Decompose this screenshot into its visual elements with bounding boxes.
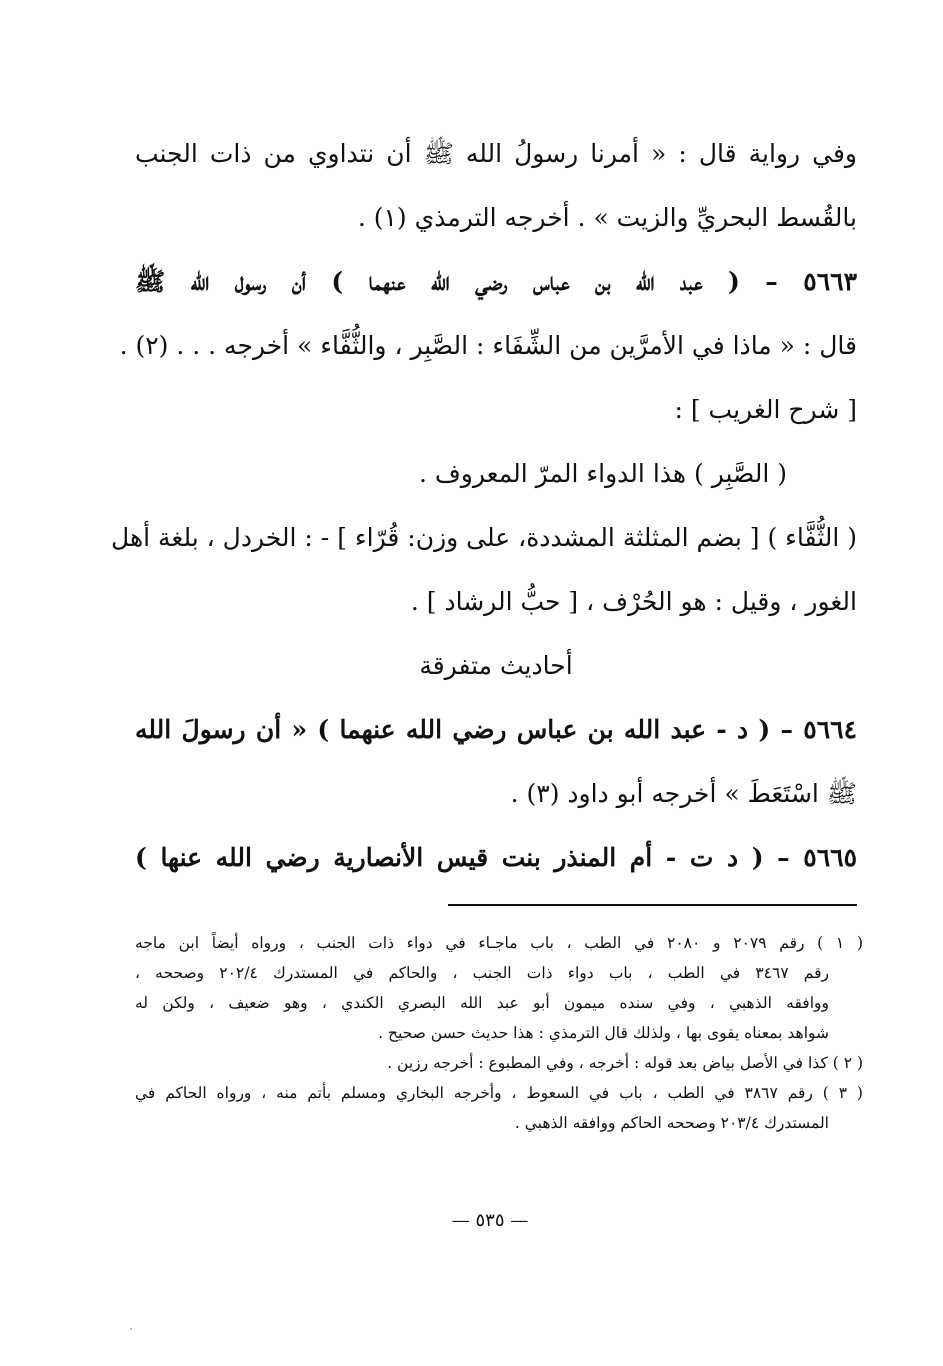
page-number: — ٥٣٥ —: [451, 1210, 529, 1231]
text-line: الغور ، وقيل : هو الحُرْف ، [ حبُّ الرشاد ] .: [410, 587, 857, 616]
glossary-entry: ( الثُّفَّاء ) [ بضم المثلثة المشددة، على وزن: قُرّاء ] - : الخردل ، بلغة أهل: [111, 523, 857, 552]
footnote-line: رقم ٣٤٦٧ في الطب ، باب دواء ذات الجنب ، والحاكم في المستدرك ٢٠٢/٤ وصححه ،: [135, 964, 830, 982]
hadith-heading-5663: ٥٦٦٣ – ( عبد الله بن عباس رضي الله عنهما ) أن رسول الله ﷺ: [135, 267, 857, 296]
hadith-heading-5665: ٥٦٦٥ – ( د ت - أم المنذر بنت قيس الأنصارية رضي الله عنها ): [135, 843, 857, 872]
footnote-3: ( ٣ ) رقم ٣٨٦٧ في الطب ، باب في السعوط ، وأخرجه البخاري ومسلم بأتم منه ، ورواه الحاكم في: [135, 1084, 863, 1102]
main-text: [111, 122, 857, 890]
footnotes: [135, 928, 863, 1138]
text-line: ﷺ اسْتَعَطَ » أخرجه أبو داود (٣) .: [510, 779, 857, 808]
hadith-heading-5664: ٥٦٦٤ – ( د - عبد الله بن عباس رضي الله عنهما ) « أن رسولَ الله: [135, 715, 857, 744]
footnote-1: ( ١ ) رقم ٢٠٧٩ و ٢٠٨٠ في الطب ، باب ماجـاء في دواء ذات الجنب ، ورواه أيضاً ابن ماجه: [135, 934, 864, 952]
glossary-heading: [ شرح الغريب ] :: [674, 395, 857, 424]
section-title: أحاديث متفرقة: [419, 651, 573, 680]
text-line: وفي رواية قال : « أمرنا رسولُ الله ﷺ أن نتداوي من ذات الجنب: [135, 139, 857, 168]
text-line: بالقُسط البحريِّ والزيت » . أخرجه الترمذي (١) .: [357, 203, 857, 232]
footnote-line: المستدرك ٢٠٣/٤ وصححه الحاكم ووافقه الذهبي .: [514, 1114, 829, 1132]
footnote-divider: [448, 904, 857, 906]
text-line: قال : « ماذا في الأمرَّين من الشِّفَاء : الصَّبِر ، والثُّفَّاء » أخرجه . . . (٢) .: [119, 331, 857, 360]
glossary-entry: ( الصَّبِر ) هذا الدواء المرّ المعروف .: [418, 459, 787, 488]
footnote-2: ( ٢ ) كذا في الأصل بياض بعد قوله : أخرجه ، وفي المطبوع : أخرجه رزين .: [387, 1054, 863, 1072]
footnote-line: شواهد بمعناه يقوى بها ، ولذلك قال الترمذي : هذا حديث حسن صحيح .: [378, 1024, 829, 1042]
footnote-line: ووافقه الذهبي ، وفي سنده ميمون أبو عبد الله البصري الكندي ، وهو ضعيف ، ولكن له: [135, 994, 829, 1012]
scan-mark: [130, 1328, 132, 1330]
